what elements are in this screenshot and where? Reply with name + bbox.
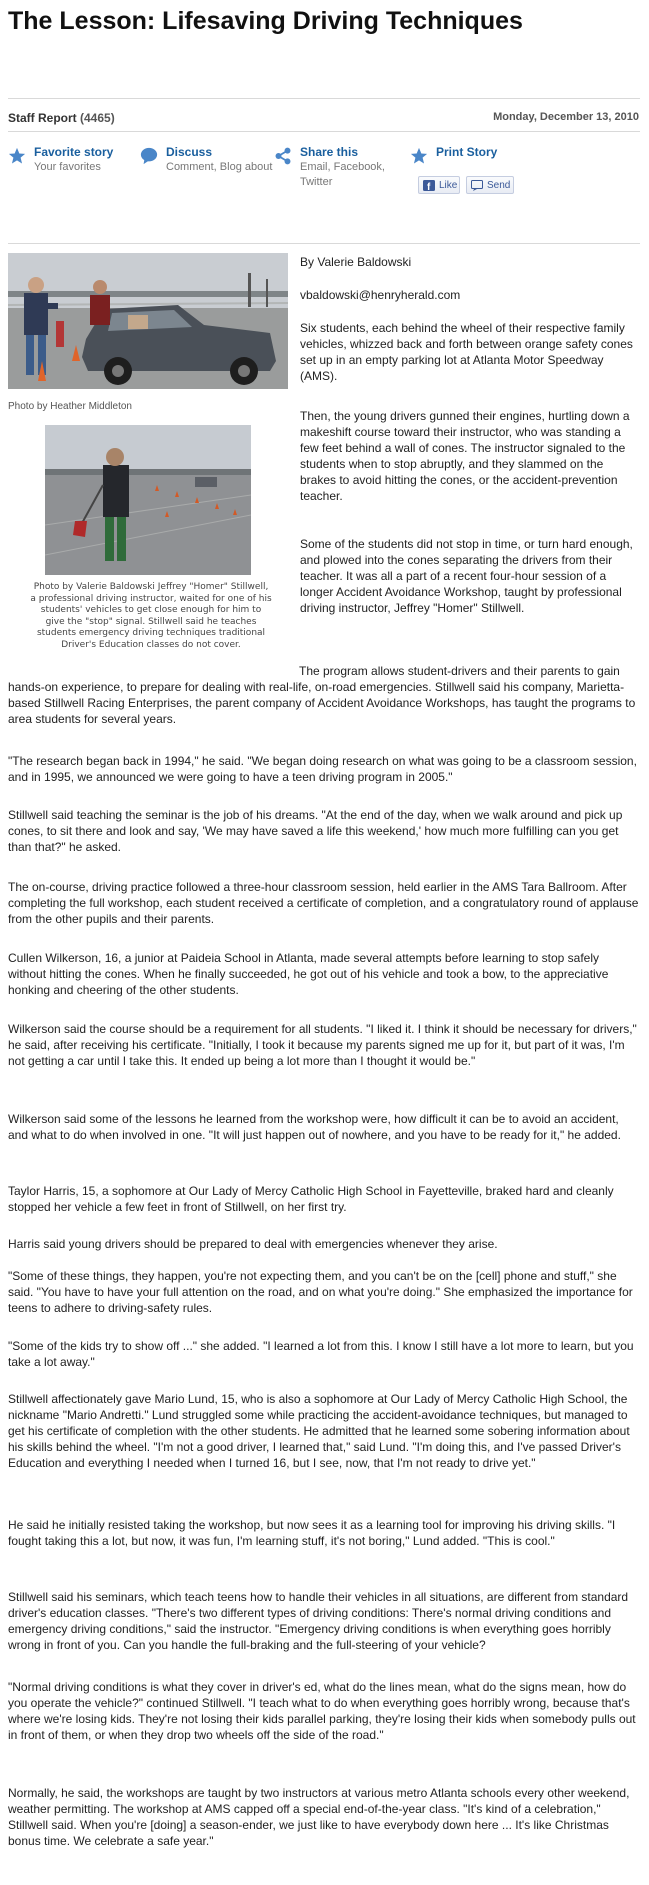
share-action[interactable] [274,145,394,190]
view-count: (4465) [80,111,115,125]
discuss-sub: Comment, Blog about [166,161,273,173]
discuss-action[interactable] [140,145,273,175]
facebook-icon [423,180,435,191]
send-icon [471,180,483,191]
star-icon [410,147,428,165]
article-photo-suv [8,253,288,389]
svg-text:f: f [427,182,431,191]
like-label: Like [439,180,458,191]
divider [8,131,640,132]
article-paragraph: The on-course, driving practice followed a three-hour classroom session, held earlier in the AMS Tara Ballroom. After completing the full workshop, each student received a certificate of completion, and a congratulatory round of applause from the other pupils and their parents. [8,880,639,926]
article-paragraph: "The research began back in 1994," he said. "We began doing research on what was going to be a classroom session, and in 1995, we announced we were going to have a teen driving program in 2005." [8,754,637,784]
article-paragraph: Some of the students did not stop in time, or turn hard enough, and plowed into the cones separating the drivers from their teacher. It was all a part of a recent four-hour session of a longer Accident Avoidance Workshop, taught by professional driving instructor, Jeffrey "Homer" Stillwell. [300,537,633,615]
byline: By Valerie Baldowski [300,255,412,269]
source-label: Staff Report [8,111,77,125]
article-paragraph: He said he initially resisted taking the workshop, but now sees it as a learning tool for improving his driving skills. "I fought taking this a lot, but now, it was fun, I'm learning stuff, it's not boring," Lund added. "This is cool." [8,1518,616,1548]
article-paragraph: "Some of the kids try to show off ..." she added. "I learned a lot from this. I know I still have a lot more to learn, but you take a lot away." [8,1339,634,1369]
article-paragraph: The program allows student-drivers and their parents to gain hands-on experience, to prepare for dealing with real-life, on-road emergencies. Stillwell said his company, Marietta-based Stillwell Racing Enterprises, the parent company of Accident Avoidance Workshops, has taught the programs to area students for several years. [8,664,636,726]
facebook-send-button[interactable] [466,176,514,194]
divider [8,243,640,244]
article-paragraph: Harris said young drivers should be prepared to deal with emergencies whenever they arise. [8,1237,498,1251]
article-paragraph: Normally, he said, the workshops are taught by two instructors at various metro Atlanta schools every other weekend, weather permitting. The workshop at AMS capped off a special end-of-the-year class. "It's kind of a celebration," Stillwell said. When you're [doing] a season-ender, we just like to have everybody down here ... It's like Christmas bonus time. We celebrate a safe year." [8,1786,630,1848]
star-icon [8,147,26,165]
send-label: Send [487,180,511,191]
article-date: Monday, December 13, 2010 [493,111,639,123]
article-paragraph: Six students, each behind the wheel of their respective family vehicles, whizzed back and forth between orange safety cones set up in an empty parking lot at Atlanta Motor Speedway (AMS). [300,321,633,383]
article-paragraph: Stillwell said his seminars, which teach teens how to handle their vehicles in all situations, are different from standard driver's education classes. "There's two different types of driving conditions: There's normal driving conditions and emergency driving conditions," said the instructor. "Emergency driving conditions is when everything goes horribly wrong in front of you. Can you handle the full-braking and the full-steering of your vehicle? [8,1590,629,1652]
article-photo-instructor [45,425,251,575]
discuss-link[interactable]: Discuss [166,145,213,159]
favorite-story-link[interactable]: Favorite story [34,145,114,159]
print-story-action[interactable] [410,145,530,160]
favorite-story-sub: Your favorites [34,161,101,173]
article-paragraph: Stillwell said teaching the seminar is the job of his dreams. "At the end of the day, when we walk around and pick up cones, to sit there and look and say, 'We may have saved a life this weekend,' how much more fulfilling can you get than that?" he asked. [8,808,623,854]
article-paragraph: Wilkerson said some of the lessons he learned from the workshop were, how difficult it can be to avoid an accident, and what to do when involved in one. "It will just happen out of nowhere, and you have to be ready for it," he added. [8,1112,621,1142]
divider [8,98,640,99]
speech-bubble-icon [140,147,158,165]
article-paragraph: Wilkerson said the course should be a requirement for all students. "I liked it. I think it should be necessary for drivers," he said, after receiving his certificate. "Initially, I took it because my parents signed me up for it, but part of it was, I'm not getting a car until I take this. It ended up being a lot more than I thought it would be." [8,1022,637,1068]
facebook-like-button[interactable] [418,176,460,194]
photo-caption-detail: Photo by Valerie Baldowski Jeffrey "Homer" Stillwell, a professional driving instructor, waited for one of his students' vehicles to get close enough for him to give the "stop" signal. Stillwell said he teaches students emergency driving techniques traditional Driver's Education classes do not cover. [30,582,272,650]
article-paragraph: Then, the young drivers gunned their engines, hurtling down a makeshift course toward their instructor, who was standing a few feet behind a wall of cones. The instructor signaled to the students when to stop abruptly, and they slammed on the brakes to avoid hitting the cones, or the accident-prevention teacher. [300,409,630,503]
article-paragraph: Stillwell affectionately gave Mario Lund, 15, who is also a sophomore at Our Lady of Mercy Catholic High School, the nickname "Mario Andretti." Lund struggled some while practicing the accident-avoidance techniques, but managed to get his certificate of completion with the other students. He admitted that he learned some sobering information about his skills behind the wheel. "I'm not a good driver, I learned that," said Lund. "I'm doing this, and I've passed Driver's Education and everything I needed when I turned 16, but I see, now, that I'm not ready to drive yet." [8,1392,630,1470]
article-paragraph: Taylor Harris, 15, a sophomore at Our Lady of Mercy Catholic High School in Fayetteville, braked hard and cleanly stopped her vehicle a few feet in front of Stillwell, on her first try. [8,1184,614,1214]
article-source [8,111,115,125]
favorite-story-action[interactable] [8,145,128,175]
share-link[interactable]: Share this [300,145,359,159]
share-icon [274,147,292,165]
article-title: The Lesson: Lifesaving Driving Techniques [8,7,523,35]
share-sub: Email, Facebook, Twitter [300,161,385,188]
print-story-link[interactable]: Print Story [436,145,498,159]
article-paragraph: "Normal driving conditions is what they cover in driver's ed, what do the lines mean, what do the signs mean, how do you operate the vehicle?" continued Stillwell. "I teach what to do when everything goes horribly wrong, because that's where we're losing kids. They're not losing their kids parallel parking, they're losing their kids when somebody pulls out in front of them, or when they drop two wheels off the side of the road." [8,1680,636,1742]
author-email-link[interactable]: vbaldowski@henryherald.com [300,288,461,302]
article-paragraph: Cullen Wilkerson, 16, a junior at Paideia School in Atlanta, made several attempts before learning to stop safely without hitting the cones. When he finally succeeded, he got out of his vehicle and took a bow, to the appreciative honking and cheering of the other students. [8,951,609,997]
photo-caption: Photo by Heather Middleton [8,401,132,412]
article-paragraph: "Some of these things, they happen, you're not expecting them, and you can't be on the [cell] phone and stuff," she said. "You have to have your full attention on the road, and on what you're doing." She emphasized the importance for teens to adhere to driving-safety rules. [8,1269,633,1315]
